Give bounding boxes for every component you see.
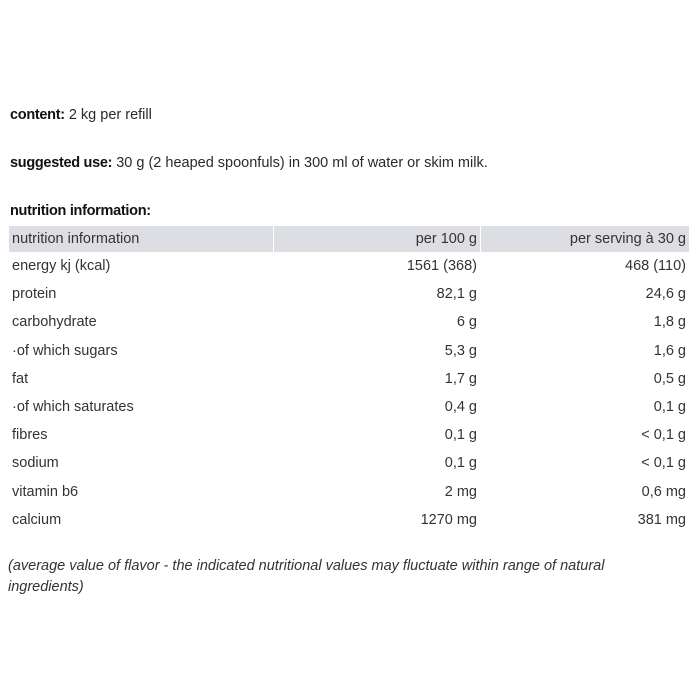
nutrition-title: nutrition information: bbox=[10, 203, 151, 219]
table-row bbox=[9, 337, 689, 365]
per-100g-value: 5,3 g bbox=[444, 342, 477, 359]
per-serving-value: 1,6 g bbox=[653, 342, 686, 359]
content-value: 2 kg per refill bbox=[68, 107, 152, 123]
suggested-use-line bbox=[10, 155, 488, 171]
header-cell: per serving à 30 g bbox=[481, 226, 689, 252]
per-serving-value: 1,8 g bbox=[653, 314, 686, 331]
suggested-use-value: 30 g (2 heaped spoonfuls) in 300 ml of water or skim milk. bbox=[116, 155, 488, 171]
header-cell: per 100 g bbox=[274, 226, 480, 252]
per-serving-value: 468 (110) bbox=[625, 258, 686, 275]
table-row bbox=[9, 449, 689, 477]
nutrient-name: fat bbox=[12, 370, 29, 387]
nutrient-name: ·of which sugars bbox=[12, 342, 118, 359]
nutrition-table bbox=[8, 226, 690, 534]
per-100g-value: 1270 mg bbox=[420, 511, 477, 528]
nutrient-name: sodium bbox=[12, 455, 59, 472]
nutrient-name: vitamin b6 bbox=[12, 483, 79, 500]
per-100g-value: 82,1 g bbox=[436, 286, 477, 303]
per-100g-value: 2 mg bbox=[444, 483, 477, 500]
nutrient-name: protein bbox=[12, 286, 57, 303]
header-cell: nutrition information bbox=[9, 226, 273, 252]
table-row bbox=[9, 365, 689, 393]
per-100g-value: 1,7 g bbox=[444, 370, 477, 387]
nutrient-name: energy kj (kcal) bbox=[12, 258, 111, 275]
per-serving-value: 0,5 g bbox=[653, 370, 686, 387]
per-serving-value: 0,1 g bbox=[653, 399, 686, 416]
per-serving-value: < 0,1 g bbox=[641, 427, 686, 444]
table-row bbox=[9, 280, 689, 308]
table-row bbox=[9, 252, 689, 280]
table-row bbox=[9, 506, 689, 534]
nutrient-name: fibres bbox=[12, 427, 48, 444]
content-line bbox=[10, 107, 152, 123]
table-row bbox=[9, 308, 689, 336]
footnote: (average value of flavor - the indicated nutritional values may fluctuate within range of natural ingredients) bbox=[8, 558, 605, 595]
per-serving-value: 381 mg bbox=[637, 511, 686, 528]
per-100g-value: 0,4 g bbox=[444, 399, 477, 416]
per-serving-value: < 0,1 g bbox=[641, 455, 686, 472]
per-serving-value: 0,6 mg bbox=[641, 483, 686, 500]
table-row bbox=[9, 421, 689, 449]
nutrient-name: carbohydrate bbox=[12, 314, 97, 331]
per-100g-value: 6 g bbox=[456, 314, 477, 331]
nutrient-name: calcium bbox=[12, 511, 62, 528]
table-row bbox=[9, 478, 689, 506]
table-row bbox=[9, 393, 689, 421]
per-100g-value: 0,1 g bbox=[444, 455, 477, 472]
per-serving-value: 24,6 g bbox=[645, 286, 686, 303]
suggested-use-label: suggested use: bbox=[10, 155, 113, 171]
content-label: content: bbox=[10, 107, 65, 123]
per-100g-value: 0,1 g bbox=[444, 427, 477, 444]
nutrient-name: ·of which saturates bbox=[12, 399, 134, 416]
table-header-row bbox=[9, 226, 689, 252]
per-100g-value: 1561 (368) bbox=[406, 258, 477, 275]
